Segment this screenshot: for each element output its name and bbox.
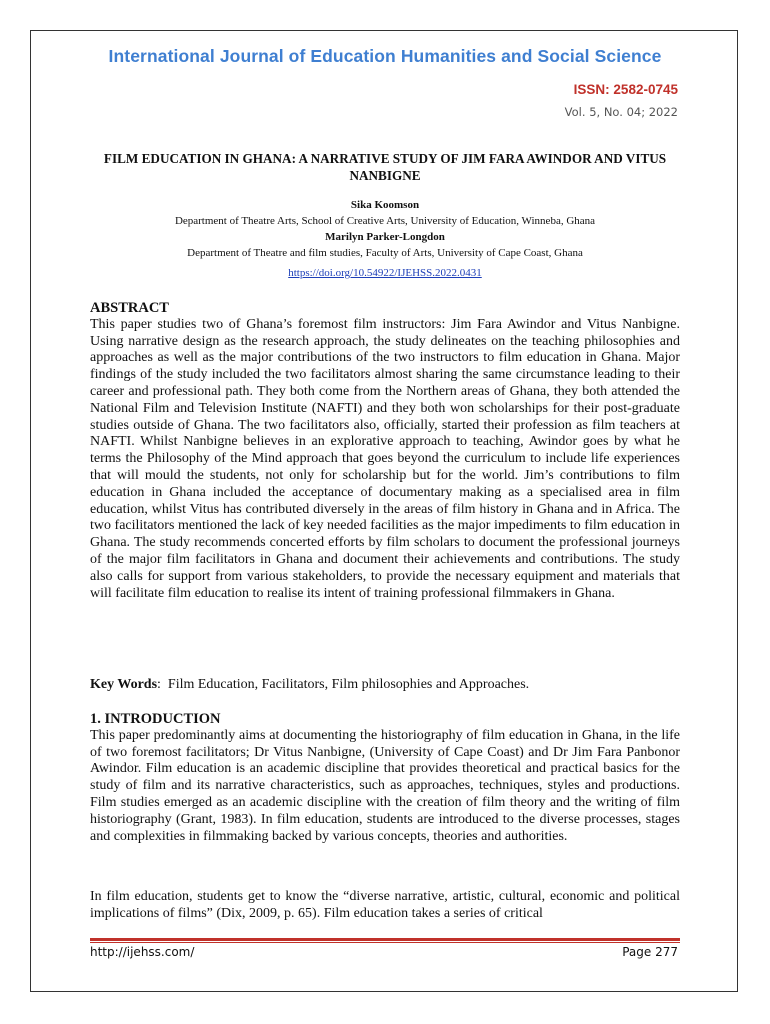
doi-line	[0, 267, 770, 279]
abstract-heading: ABSTRACT	[90, 300, 169, 316]
author-affiliation-2: Department of Theatre and film studies, Faculty of Arts, University of Cape Coast, Ghana	[187, 247, 583, 259]
keywords-label: Key Words	[90, 677, 158, 692]
introduction-paragraph-2: In film education, students get to know the “diverse narrative, artistic, cultural, economic and political implications of films” (Dix, 2009, p. 65). Film education takes a series of critical	[90, 889, 680, 921]
paper-title: FILM EDUCATION IN GHANA: A NARRATIVE STUDY OF JIM FARA AWINDOR AND VITUS NANBIGNE	[103, 151, 667, 183]
introduction-paragraph-2-block	[90, 889, 680, 923]
footer-rule-thin	[90, 942, 680, 943]
keywords-section	[90, 677, 680, 694]
abstract-text: This paper studies two of Ghana’s foremost film instructors: Jim Fara Awindor and Vitus Nanbigne. Using narrative design as the research approach, the study delineates on the teaching philosophies and approaches as well as the major contributions of the two instructors to film education in Ghana. Major findings of the study included the two facilitators almost sharing the same circumstance leading to their career and professional path. They both come from the Northern areas of Ghana, they both attended the National Film and Television Institute (NAFTI) and they both won scholarships for their post-graduate studies outside of Ghana. The two facilitators also, officially, started their profession as film teachers at NAFTI. Whilst Nanbigne believes in an explorative approach to teaching, Awindor goes by what he terms the Philosophy of the Mind approach that goes beyond the curriculum to include life experiences that will mould the students, not only for scholarship but for the world. Jim’s contributions to film education in Ghana included the acceptance of documentary making as a specialised area in film education, whilst Vitus has contributed diversely in the areas of film history in Ghana and in Africa. The two facilitators mentioned the lack of key needed facilities as the major impediments to film education in Ghana. The study recommends concerted efforts by film scholars to document the professional journeys of the major film facilitators in Ghana and document their achievements and contributions. The study also calls for support from various stakeholders, to provide the necessary equipment and materials that will facilitate film education to realise its intent of training professional filmmakers in Ghana.	[90, 316, 680, 601]
introduction-paragraph-1: This paper predominantly aims at documenting the historiography of film education in Ghana, in the life of two foremost facilitators; Dr Vitus Nanbigne, (University of Cape Coast) and Dr Jim Fara Panbonor Awindor. Film education is an academic discipline that provides theoretical and practical basics for the study of film and its narrative characteristics, such as approaches, techniques, styles and productions. Film studies emerged as an academic discipline with the creation of film theory and the writing of film historiography (Grant, 1983). In film education, students are introduced to the diverse processes, stages and complexities in filmmaking backed by various concepts, theories and authorities.	[90, 727, 680, 844]
issn: ISSN: 2582-0745	[573, 82, 678, 97]
author-affiliation-1: Department of Theatre Arts, School of Creative Arts, University of Education, Winneba, Ghana	[174, 215, 596, 227]
abstract-section	[90, 300, 680, 602]
footer-url: http://ijehss.com/	[90, 945, 195, 959]
footer-rule	[90, 938, 680, 941]
keywords-text: Film Education, Facilitators, Film philosophies and Approaches.	[167, 677, 530, 692]
doi-link[interactable]: https://doi.org/10.54922/IJEHSS.2022.0431	[288, 267, 482, 279]
keywords-colon: :	[157, 677, 168, 692]
author-name-1: Sika Koomson	[350, 199, 420, 211]
footer-page-number: Page 277	[622, 945, 678, 959]
introduction-section	[90, 711, 680, 845]
volume-info: Vol. 5, No. 04; 2022	[564, 105, 678, 119]
journal-title: International Journal of Education Humanities and Social Science	[108, 46, 662, 66]
authors-block	[90, 197, 680, 261]
introduction-heading: 1. INTRODUCTION	[90, 711, 221, 727]
author-name-2: Marilyn Parker-Longdon	[325, 231, 445, 243]
